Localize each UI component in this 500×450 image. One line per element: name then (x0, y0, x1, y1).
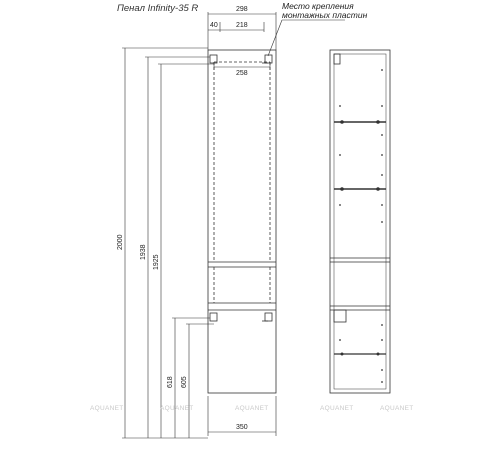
note-line-1: Место крепления (282, 1, 354, 11)
side-mount-bottom (334, 310, 346, 322)
side-cabinet-outline (330, 50, 390, 393)
side-view (330, 50, 390, 393)
watermark-2: AQUANET (160, 405, 194, 412)
dim-298-label: 298 (236, 6, 248, 13)
shelf-pins (339, 69, 383, 383)
note-line-2: монтажных пластин (282, 10, 368, 20)
dim-1925-label: 1925 (153, 254, 160, 270)
side-mount-top (334, 54, 340, 64)
dim-1938-label: 1938 (140, 244, 147, 260)
dim-350-label: 350 (236, 424, 248, 431)
watermark-1: AQUANET (90, 405, 124, 412)
dim-2000-label: 2000 (117, 234, 124, 250)
watermark-4: AQUANET (320, 405, 354, 412)
dim-218-label: 218 (236, 22, 248, 29)
dim-40-label: 40 (210, 22, 218, 29)
watermark-5: AQUANET (380, 405, 414, 412)
annotation-leader (268, 20, 345, 56)
watermark-row (90, 405, 414, 412)
dim-258-label: 258 (236, 70, 248, 77)
mount-plate-bottom-left (210, 313, 217, 321)
dim-605-label: 605 (181, 376, 188, 388)
watermark-3: AQUANET (235, 405, 269, 412)
front-cabinet-outline (208, 50, 276, 393)
drawing-title: Пенал Infinity-35 R (117, 3, 199, 14)
mount-plate-bottom-right (265, 313, 272, 321)
front-view (208, 50, 276, 393)
dim-618-label: 618 (167, 376, 174, 388)
